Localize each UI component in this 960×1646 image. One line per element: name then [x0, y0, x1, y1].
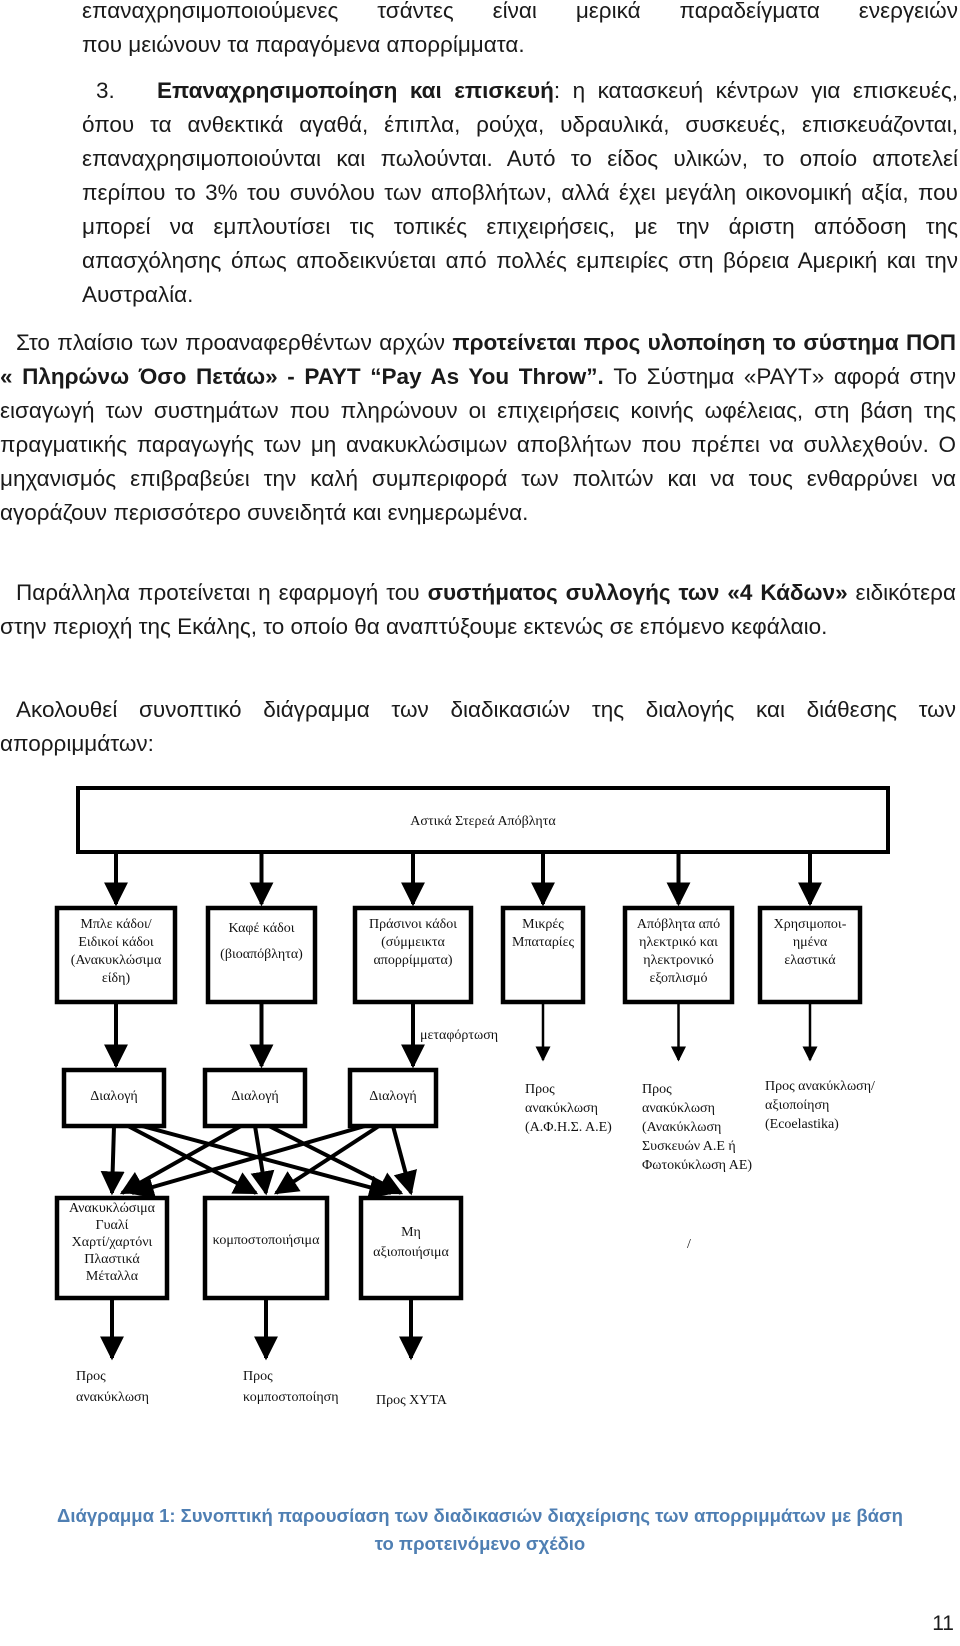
bin-box-1-label-line-3: (Ανακυκλώσιμα — [70, 953, 162, 968]
final-destination-landfill-line-1: Προς ΧΥΤΑ — [376, 1393, 447, 1408]
paragraph-top-line2: που μειώνουν τα παραγόμενα απορρίμματα. — [82, 32, 525, 57]
final-destination-composting-line-1: Προς — [243, 1369, 273, 1384]
arrow-sorting-1-to-output-1 — [112, 1126, 114, 1193]
bin-box-4-label-line-2: Μπαταρίες — [512, 935, 574, 950]
sorting-box-3-label: Διαλογή — [369, 1089, 417, 1104]
paragraph-diagram-intro: Ακολουθεί συνοπτικό διάγραμμα των διαδικασιών της διαλογής και διάθεσης των απορριμμάτων: — [0, 697, 956, 756]
paragraph-top — [82, 0, 958, 62]
final-destination-recycling-line-1: Προς — [76, 1369, 106, 1384]
final-destination-recycling-line-2: ανακύκλωση — [76, 1390, 149, 1405]
paragraph-bins-intro: Παράλληλα προτείνεται η εφαρμογή του — [16, 580, 428, 605]
destination-appliances-line-2: ανακύκλωση — [642, 1101, 715, 1116]
output-box-3-label-line-1: Μη — [401, 1225, 421, 1240]
figure-caption-line2: το προτεινόμενο σχέδιο — [374, 1533, 586, 1554]
bin-box-3-label-line-2: (σύμμεικτα — [381, 935, 445, 950]
sorting-box-2-label: Διαλογή — [231, 1089, 279, 1104]
list-item-text: : η κατασκευή κέντρων για επισκευές, όπου τα ανθεκτικά αγαθά, έπιπλα, ρούχα, υδραυλικά, συσκευές, επισκευάζονται, επαναχρησιμοποιούνται και πωλούνται. Αυτό το είδος υλικών, το οποίο αποτελεί περίπου το 3% του συνόλου των αποβλήτων, αλλά έχει μεγάλη οικονομική αξία, που μπορεί να εμπλουτίσει τις τοπικές επιχειρήσεις, με την άριστη απόδοση της απασχόλησης όπως αποδεικνύεται από πολλές εμπειρίες στη βόρεια Αμερική και την Αυστραλία. — [82, 78, 958, 307]
bin-box-5-label-line-4: εξοπλισμό — [649, 971, 708, 986]
paragraph-top-line1: επαναχρησιμοποιούμενες τσάντες είναι μερικά παραδείγματα ενεργειών — [82, 0, 958, 23]
bin-box-2-label-line-1: Καφέ κάδοι — [228, 921, 295, 936]
output-box-1-label-line-2: Γυαλί — [95, 1218, 129, 1233]
paragraph-four-bins — [0, 576, 956, 644]
bin-box-2-label-line-2: (βιοαπόβλητα) — [220, 947, 303, 962]
destination-appliances-line-3: (Ανακύκλωση — [642, 1120, 722, 1135]
arrow-sorting-3-to-output-3 — [393, 1126, 411, 1193]
sorting-box-1-label: Διαλογή — [90, 1089, 138, 1104]
list-item-title: Επαναχρησιμοποίηση και επισκευή — [157, 78, 554, 103]
transport-label: μεταφόρτωση — [420, 1028, 499, 1043]
output-box-1-label-line-4: Πλαστικά — [84, 1252, 140, 1267]
output-box-2 — [205, 1198, 327, 1298]
paragraph-bins-bold: συστήματος συλλογής των «4 Κάδων» — [427, 580, 848, 605]
bin-box-1-label-line-1: Μπλε κάδοι/ — [80, 917, 152, 932]
bin-box-5-label-line-3: ηλεκτρονικό — [643, 953, 714, 968]
output-box-3-label-line-2: αξιοποιήσιμα — [373, 1245, 449, 1260]
bin-box-1-label-line-4: είδη) — [101, 971, 131, 986]
list-item-number: 3. — [96, 78, 115, 103]
final-destination-composting-line-2: κομποστοποίηση — [243, 1390, 339, 1405]
diagram-shapes — [57, 788, 888, 1358]
bin-box-1-label-line-2: Ειδικοί κάδοι — [78, 935, 154, 950]
figure-caption — [0, 1502, 960, 1558]
waste-flow-diagram — [0, 780, 960, 1480]
output-box-1-label-line-5: Μέταλλα — [85, 1269, 139, 1284]
figure-caption-line1: Διάγραμμα 1: Συνοπτική παρουσίαση των διαδικασιών διαχείρισης των απορριμμάτων με βάση — [57, 1505, 903, 1526]
bin-box-5-label-line-1: Απόβλητα από — [636, 917, 721, 932]
destination-appliances-line-1: Προς — [642, 1082, 672, 1097]
arrow-sorting-1-to-output-2 — [128, 1126, 256, 1193]
destination-afhs-line-2: ανακύκλωση — [525, 1101, 598, 1116]
bin-box-4-label-line-1: Μικρές — [522, 917, 564, 932]
output-box-1-label-line-1: Ανακυκλώσιμα — [69, 1201, 155, 1216]
destination-ecoelastika-line-1: Προς ανακύκλωση/ — [765, 1079, 875, 1094]
bin-box-5-label-line-2: ηλεκτρικό και — [639, 935, 718, 950]
list-item-reuse-repair — [82, 74, 958, 312]
top-box-label: Αστικά Στερεά Απόβλητα — [410, 814, 556, 829]
paragraph-payt-bold: προτείνεται προς υλοποίηση το σύστημα ΠΟΠ « Πληρώνω Όσο Πετάω» - PAYT “Pay As You Throw”. — [0, 330, 956, 389]
bin-box-6-label-line-1: Χρησιμοποι- — [773, 917, 847, 932]
page-number: 11 — [932, 1612, 954, 1635]
destination-appliances-line-4: Συσκευών Α.Ε ή — [642, 1139, 736, 1154]
output-box-2-label-line-1: κομποστοποιήσιμα — [212, 1233, 320, 1248]
destination-afhs-line-3: (Α.Φ.Η.Σ. Α.Ε) — [525, 1120, 612, 1135]
destination-ecoelastika-line-3: (Ecoelastika) — [765, 1117, 839, 1132]
output-box-1-label-line-3: Χαρτί/χαρτόνι — [71, 1235, 153, 1250]
diagram-labels — [69, 814, 875, 1408]
paragraph-payt-intro: Στο πλαίσιο των προαναφερθέντων αρχών — [16, 330, 453, 355]
destination-appliances-line-5: Φωτοκύκλωση ΑΕ) — [642, 1158, 753, 1173]
paragraph-payt-text: Το Σύστημα «PAYT» αφορά στην εισαγωγή των συστημάτων που πληρώνουν οι επιχειρήσεις κοινής ωφέλειας, στη βάση της πραγματικής παραγωγής των μη ανακυκλώσιμων αποβλήτων που πρέπει να συλλεχθούν. Ο μηχανισμός επιβραβεύει την καλή συμπεριφορά των πολιτών και να τους ενθαρρύνει να αγοράζουν περισσότερο συνειδητά και ενημερωμένα. — [0, 364, 956, 525]
paragraph-bins-text: ειδικότερα στην περιοχή της Εκάλης, το οποίο θα αναπτύξουμε εκτενώς σε επόμενο κεφάλαιο. — [0, 580, 956, 639]
bin-box-3-label-line-3: απορρίμματα) — [373, 953, 453, 968]
bin-box-3-label-line-1: Πράσινοι κάδοι — [369, 917, 457, 932]
bin-box-6-label-line-2: ημένα — [792, 935, 828, 950]
destination-ecoelastika-line-2: αξιοποίηση — [765, 1098, 830, 1113]
destination-afhs-line-1: Προς — [525, 1082, 555, 1097]
bin-box-6-label-line-3: ελαστικά — [784, 953, 836, 968]
paragraph-payt — [0, 326, 956, 530]
stray-slash-mark: / — [687, 1237, 691, 1252]
